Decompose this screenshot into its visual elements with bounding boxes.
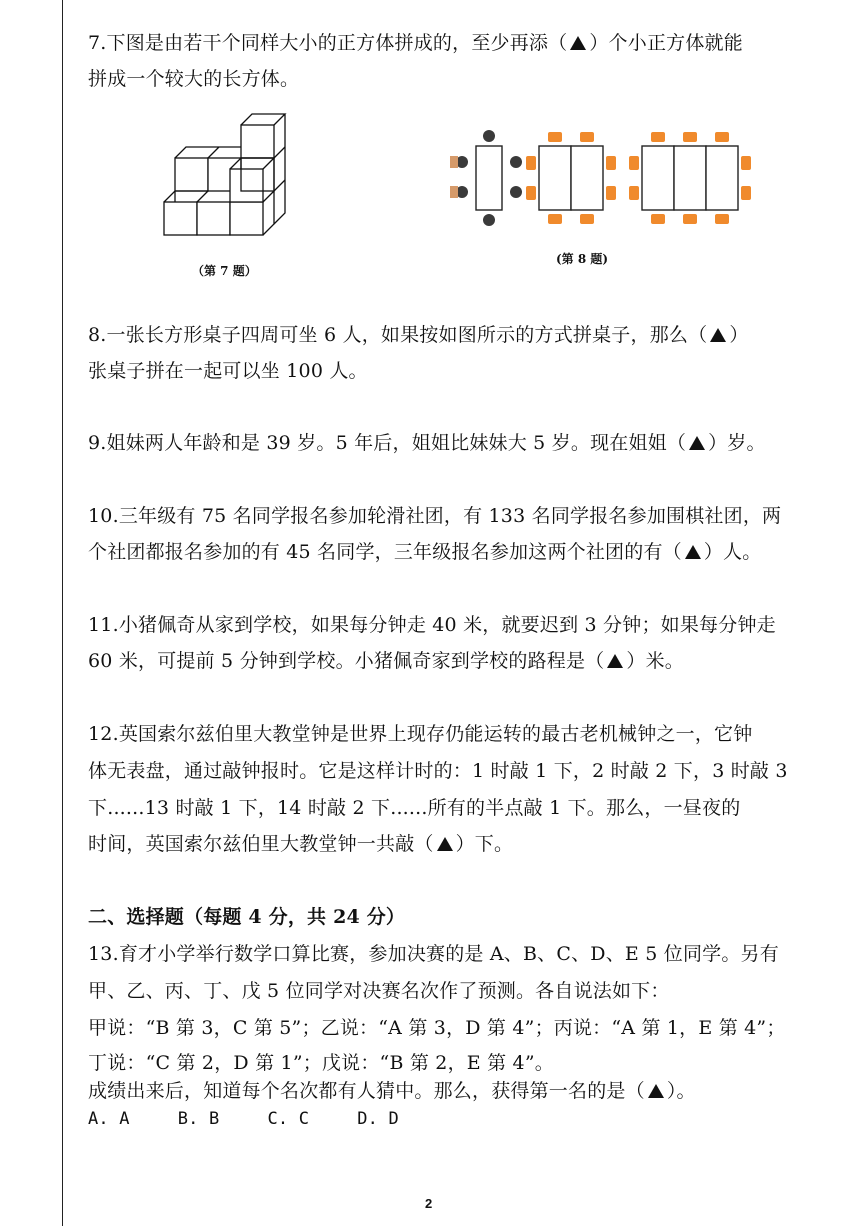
figure7-caption: （第 7 题） xyxy=(192,264,257,278)
q12-line2: 体无表盘，通过敲钟报时。它是这样计时的：1 时敲 1 下，2 时敲 2 下，3 时敲 3 xyxy=(88,760,788,782)
q7-line1: 7.下图是由若干个同样大小的正方体拼成的，至少再添（ ）个小正方体就能 xyxy=(88,32,743,54)
page-number: 2 xyxy=(425,1196,433,1211)
q7-line2: 拼成一个较大的长方体。 xyxy=(88,68,300,90)
triangle-icon xyxy=(437,837,453,851)
option-d[interactable]: D. D xyxy=(357,1109,399,1129)
triangle-icon xyxy=(607,654,623,668)
q13-line2: 甲、乙、丙、丁、戊 5 位同学对决赛名次作了预测。各自说法如下： xyxy=(88,980,670,1002)
q11-line1: 11.小猪佩奇从家到学校，如果每分钟走 40 米，就要迟到 3 分钟；如果每分钟走 xyxy=(88,614,776,636)
q11-line2: 60 米，可提前 5 分钟到学校。小猪佩奇家到学校的路程是（ ）米。 xyxy=(88,650,684,672)
q13-line1: 13.育才小学举行数学口算比赛，参加决赛的是 A、B、C、D、E 5 位同学。另有 xyxy=(88,943,779,965)
q8-line2: 张桌子拼在一起可以坐 100 人。 xyxy=(88,360,368,382)
q12-line3: 下......13 时敲 1 下，14 时敲 2 下......所有的半点敲 1 下。那么，一昼夜的 xyxy=(88,797,741,819)
q13-line5: 成绩出来后，知道每个名次都有人猜中。那么，获得第一名的是（ ）。 xyxy=(88,1080,696,1102)
figure8-caption: (第 8 题) xyxy=(556,252,609,266)
q9-line1: 9.姐妹两人年龄和是 39 岁。5 年后，姐姐比妹妹大 5 岁。现在姐姐（ ）岁。 xyxy=(88,432,766,454)
option-b[interactable]: B. B xyxy=(177,1109,220,1129)
q13-options xyxy=(88,1108,399,1130)
q8-line1: 8.一张长方形桌子四周可坐 6 人，如果按如图所示的方式拼桌子，那么（ ） xyxy=(88,324,749,346)
triangle-icon xyxy=(710,328,726,342)
triangle-icon xyxy=(689,436,705,450)
triangle-icon xyxy=(685,545,701,559)
q10-line1: 10.三年级有 75 名同学报名参加轮滑社团，有 133 名同学报名参加围棋社团，两 xyxy=(88,505,782,527)
section2-title: 二、选择题（每题 4 分，共 24 分） xyxy=(88,906,406,928)
option-a[interactable]: A. A xyxy=(88,1109,130,1129)
q13-line4: 丁说：“C 第 2，D 第 1”；戊说：“B 第 2，E 第 4”。 xyxy=(88,1052,554,1074)
cube-stack-figure xyxy=(160,110,295,240)
q13-line3: 甲说：“B 第 3，C 第 5”；乙说：“A 第 3，D 第 4”；丙说：“A 第 1，E 第 4”； xyxy=(88,1017,786,1039)
q12-line4: 时间，英国索尔兹伯里大教堂钟一共敲（ ）下。 xyxy=(88,833,514,855)
q12-line1: 12.英国索尔兹伯里大教堂钟是世界上现存仍能运转的最古老机械钟之一，它钟 xyxy=(88,723,753,745)
q10-line2: 个社团都报名参加的有 45 名同学，三年级报名参加这两个社团的有（ ）人。 xyxy=(88,541,762,563)
tables-figure xyxy=(448,128,768,228)
option-c[interactable]: C. C xyxy=(267,1109,310,1129)
page-margin-line xyxy=(62,0,63,1226)
triangle-icon xyxy=(570,36,586,50)
triangle-icon xyxy=(648,1084,664,1098)
